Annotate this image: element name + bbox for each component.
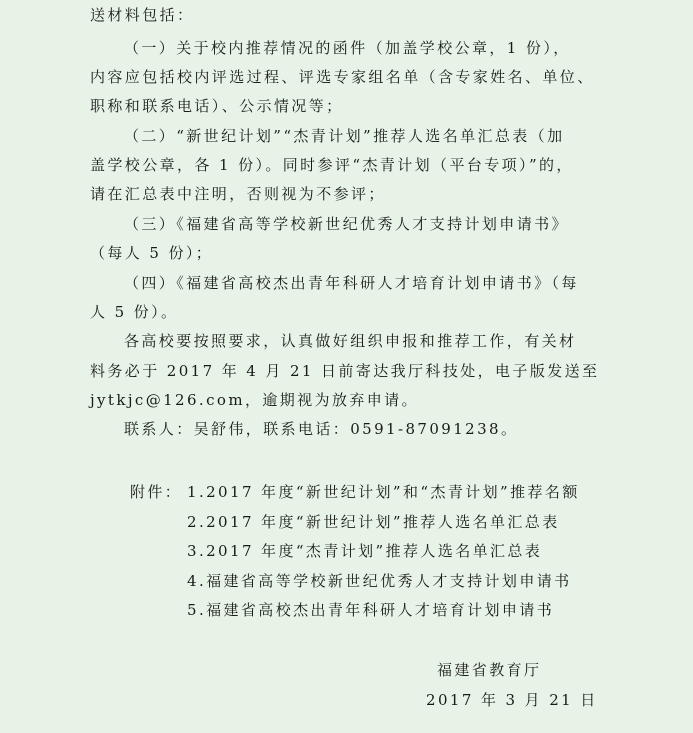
body-line: jytkjc@126.com，逾期视为放弃申请。 bbox=[90, 391, 419, 409]
attachments-label: 附件： bbox=[130, 483, 183, 501]
body-line: （二）“新世纪计划”“杰青计划”推荐人选名单汇总表（加 bbox=[124, 127, 565, 145]
body-line: 盖学校公章，各 1 份）。同时参评“杰青计划（平台专项）”的， bbox=[90, 156, 574, 174]
body-line: 职称和联系电话）、公示情况等； bbox=[90, 97, 344, 115]
attachment-item: 5.福建省高校杰出青年科研人才培育计划申请书 bbox=[187, 601, 555, 619]
body-line: （四）《福建省高校杰出青年科研人才培育计划申请书》（每 bbox=[124, 274, 579, 292]
attachment-item: 4.福建省高等学校新世纪优秀人才支持计划申请书 bbox=[187, 572, 572, 590]
body-line: 请在汇总表中注明，否则视为不参评； bbox=[90, 185, 386, 203]
body-line: 人 5 份）。 bbox=[90, 303, 179, 321]
attachment-item: 1.2017 年度“新世纪计划”和“杰青计划”推荐名额 bbox=[187, 483, 580, 501]
body-line: 料务必于 2017 年 4 月 21 日前寄达我厅科技处，电子版发送至 bbox=[90, 362, 600, 380]
body-line: 内容应包括校内评选过程、评选专家组名单（含专家姓名、单位、 bbox=[90, 68, 595, 86]
body-line: 送材料包括： bbox=[90, 6, 195, 24]
body-line: （一）关于校内推荐情况的函件（加盖学校公章，1 份）， bbox=[124, 39, 571, 57]
attachment-item: 2.2017 年度“新世纪计划”推荐人选名单汇总表 bbox=[187, 513, 560, 531]
body-line: 各高校要按照要求，认真做好组织申报和推荐工作，有关材 bbox=[124, 332, 577, 350]
body-line: （三）《福建省高等学校新世纪优秀人才支持计划申请书》 bbox=[124, 215, 569, 233]
body-line: 联系人：吴舒伟，联系电话：0591-87091238。 bbox=[124, 420, 519, 438]
attachment-item: 3.2017 年度“杰青计划”推荐人选名单汇总表 bbox=[187, 542, 543, 560]
body-line: （每人 5 份）； bbox=[90, 244, 214, 262]
signature-date: 2017 年 3 月 21 日 bbox=[426, 691, 598, 709]
signature-org: 福建省教育厅 bbox=[437, 661, 542, 679]
